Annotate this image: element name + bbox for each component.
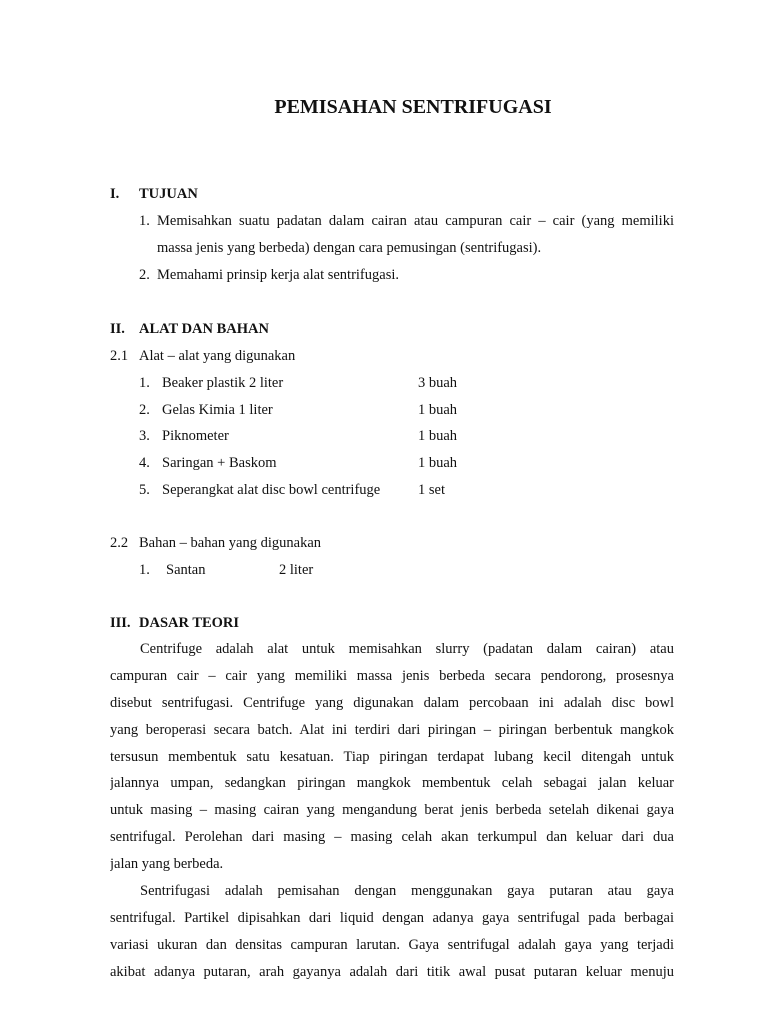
alat-item-name: Saringan + Baskom: [162, 455, 277, 471]
paragraph-line: disebut sentrifugasi. Centrifuge yang digunakan dalam percobaan ini adalah disc bowl: [110, 694, 674, 711]
section-number-dasar-teori: III.: [110, 615, 131, 631]
paragraph-line: untuk masing – masing cairan yang mengandung berat jenis berbeda setelah dikenai gaya: [110, 802, 674, 819]
tujuan-item-line: Memahami prinsip kerja alat sentrifugasi.: [157, 267, 399, 283]
paragraph-line: sentrifugal. Perolehan dari masing – masing celah akan terkumpul dan keluar dari dua: [110, 829, 674, 846]
bahan-item-number: 1.: [139, 562, 150, 578]
section-heading-dasar-teori: DASAR TEORI: [139, 615, 240, 631]
alat-item-qty: 1 buah: [418, 402, 458, 418]
subsection-number-alat: 2.1: [110, 348, 129, 364]
theory-paragraph: [110, 636, 674, 878]
alat-item-name: Beaker plastik 2 liter: [162, 375, 284, 391]
paragraph-line: jalan yang berbeda.: [110, 856, 224, 873]
alat-item-number: 2.: [139, 402, 150, 418]
paragraph-line: campuran cair – cair yang memiliki massa jenis berbeda secara pendorong, prosesnya: [110, 667, 674, 684]
subsection-heading-bahan: Bahan – bahan yang digunakan: [139, 535, 322, 551]
tujuan-item-number: 2.: [139, 267, 150, 283]
bahan-item-name: Santan: [166, 562, 206, 578]
alat-item-name: Gelas Kimia 1 liter: [162, 402, 273, 418]
paragraph-line: variasi ukuran dan densitas campuran larutan. Gaya sentrifugal adalah gaya yang terjadi: [110, 936, 674, 953]
section-heading-tujuan: TUJUAN: [139, 186, 198, 202]
theory-paragraph: [110, 878, 674, 986]
tujuan-item-line: Memisahkan suatu padatan dalam cairan atau campuran cair – cair (yang memiliki: [157, 213, 674, 229]
paragraph-line: akibat adanya putaran, arah gayanya adalah dari titik awal pusat putaran keluar menuju: [110, 963, 674, 980]
paragraph-line: jalannya umpan, sedangkan piringan mangkok membentuk celah sebagai jalan keluar: [110, 775, 674, 792]
alat-item-qty: 1 buah: [418, 455, 458, 471]
alat-item-qty: 1 set: [418, 482, 445, 498]
alat-item-number: 1.: [139, 375, 150, 391]
paragraph-line: Sentrifugasi adalah pemisahan dengan menggunakan gaya putaran atau gaya: [140, 883, 674, 899]
paragraph-line: tersusun membentuk satu kesatuan. Tiap piringan terdapat lubang kecil ditengah untuk: [110, 748, 674, 765]
alat-item-qty: 1 buah: [418, 428, 458, 444]
alat-item-number: 5.: [139, 482, 150, 498]
tujuan-item-line: massa jenis yang berbeda) dengan cara pemusingan (sentrifugasi).: [157, 240, 542, 256]
document-title: PEMISAHAN SENTRIFUGASI: [274, 96, 552, 118]
tujuan-item-number: 1.: [139, 213, 150, 229]
paragraph-line: sentrifugal. Partikel dipisahkan dari liquid dengan adanya gaya sentrifugal pada berbagai: [110, 909, 674, 926]
paragraph-line: Centrifuge adalah alat untuk memisahkan slurry (padatan dalam cairan) atau: [140, 641, 674, 657]
alat-item-qty: 3 buah: [418, 375, 458, 391]
section-number-alat-bahan: II.: [110, 321, 125, 337]
alat-item-number: 3.: [139, 428, 150, 444]
alat-item-name: Seperangkat alat disc bowl centrifuge: [162, 482, 381, 498]
subsection-heading-alat: Alat – alat yang digunakan: [139, 348, 296, 364]
bahan-item-qty: 2 liter: [279, 562, 314, 578]
alat-item-name: Piknometer: [162, 428, 229, 444]
section-heading-alat-bahan: ALAT DAN BAHAN: [139, 321, 269, 337]
section-number-tujuan: I.: [110, 186, 120, 202]
alat-item-number: 4.: [139, 455, 150, 471]
subsection-number-bahan: 2.2: [110, 535, 129, 551]
paragraph-line: yang beroperasi secara batch. Alat ini terdiri dari piringan – piringan berbentuk mangkok: [110, 721, 674, 738]
